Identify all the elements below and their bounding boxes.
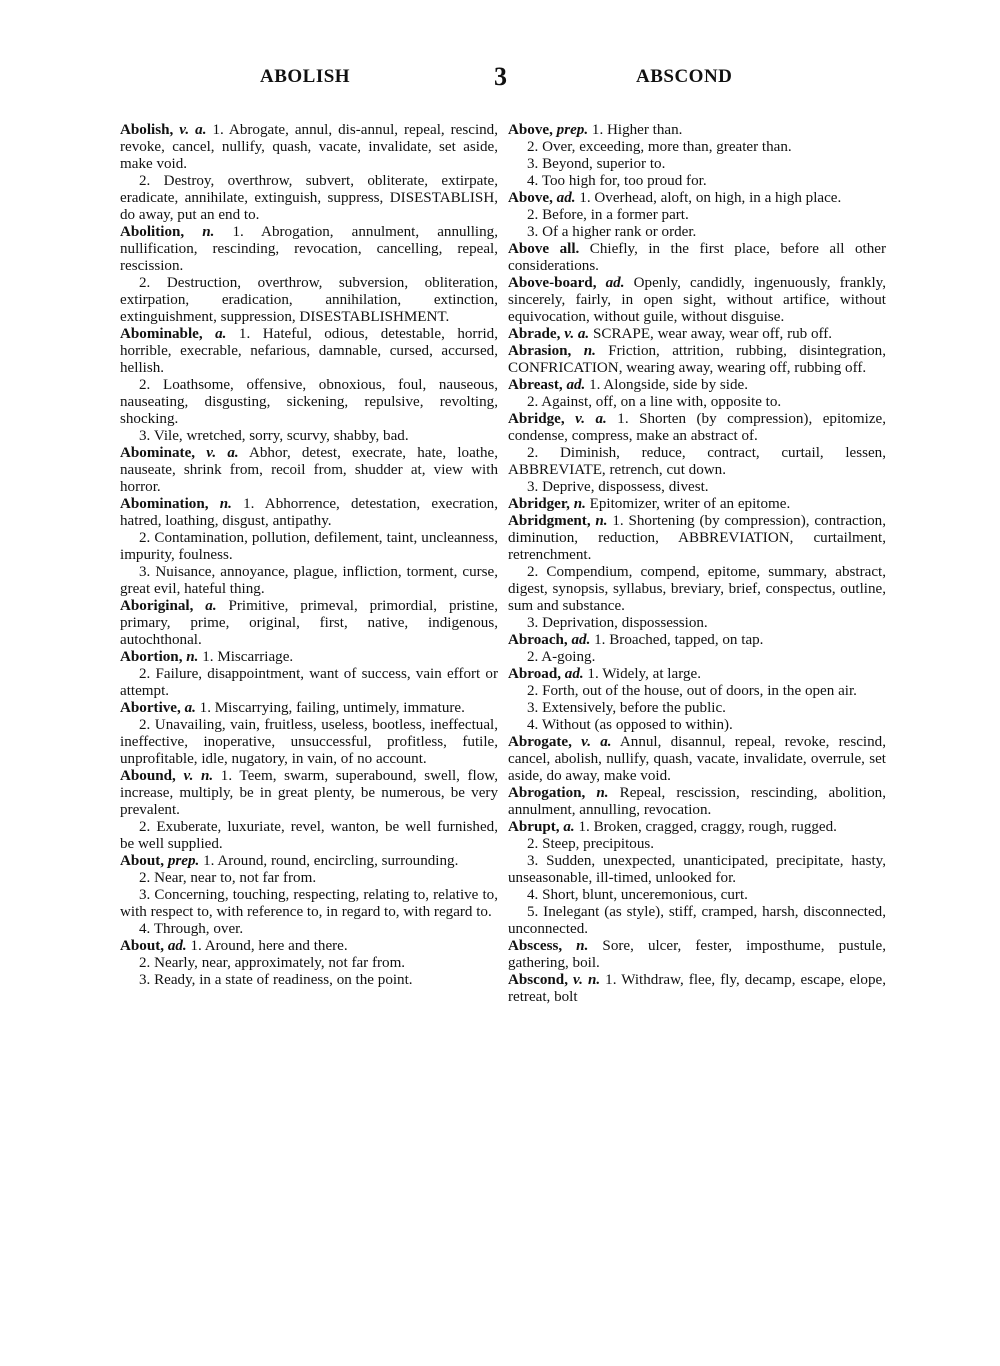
right-column: [508, 122, 886, 1282]
dictionary-entry: [508, 190, 886, 207]
entry-headword: Abreast,: [508, 377, 563, 393]
entry-definition: 2. Destroy, overthrow, subvert, obliterate, extirpate, eradicate, annihilate, extinguish, suppress, DISESTABLISH, do away, put an end to.: [120, 173, 498, 223]
entry-sense: [508, 394, 886, 411]
entry-definition: 1. Teem, swarm, superabound, swell, flow, increase, multiply, be in great plenty, be numerous, be very prevalent.: [120, 768, 498, 818]
entry-definition: 1. Alongside, side by side.: [589, 377, 748, 393]
entry-headword: Abominate,: [120, 445, 196, 461]
entry-sense: [120, 870, 498, 887]
part-of-speech: n.: [583, 343, 596, 359]
entry-sense: [120, 666, 498, 700]
dictionary-entry: [508, 326, 886, 343]
entry-definition: 1. Higher than.: [591, 122, 683, 138]
part-of-speech: ad.: [566, 377, 586, 393]
dictionary-entry: [508, 513, 886, 564]
entry-headword: Above,: [508, 190, 553, 206]
part-of-speech: ad.: [571, 632, 591, 648]
right-guide-word: ABSCOND: [636, 66, 733, 87]
entry-sense: [508, 139, 886, 156]
entry-definition: 2. Nearly, near, approximately, not far from.: [139, 955, 406, 971]
entry-sense: [508, 615, 886, 632]
entry-definition: 3. Beyond, superior to.: [527, 156, 666, 172]
dictionary-entry: [120, 326, 498, 377]
dictionary-entry: [120, 768, 498, 819]
entry-headword: Abomination,: [120, 496, 209, 512]
entry-sense: [508, 836, 886, 853]
entry-sense: [508, 207, 886, 224]
part-of-speech: n.: [573, 496, 586, 512]
entry-definition: 3. Concerning, touching, respecting, relating to, relative to, with respect to, with reference to, in regard to, with regard to.: [120, 887, 498, 920]
dictionary-entry: [508, 972, 886, 1006]
entry-sense: [120, 275, 498, 326]
entry-definition: Chiefly, in the first place, before all other considerations.: [508, 241, 886, 274]
entry-definition: Sore, ulcer, fester, imposthume, pustule, gathering, boil.: [508, 938, 886, 971]
dictionary-entry: [508, 632, 886, 649]
entry-definition: 2. Failure, disappointment, want of success, vain effort or attempt.: [120, 666, 498, 699]
entry-headword: About,: [120, 938, 165, 954]
entry-sense: [120, 887, 498, 921]
entry-definition: 1. Abrogate, annul, dis-annul, repeal, rescind, revoke, cancel, nullify, quash, vacate, invalidate, set aside, make void.: [120, 122, 498, 172]
entry-definition: 2. Near, near to, not far from.: [139, 870, 317, 886]
entry-definition: 2. Forth, out of the house, out of doors, in the open air.: [527, 683, 857, 699]
entry-headword: Abortive,: [120, 700, 181, 716]
part-of-speech: n.: [596, 785, 609, 801]
dictionary-entry: [508, 666, 886, 683]
entry-headword: Abrogation,: [508, 785, 586, 801]
entry-headword: Abscond,: [508, 972, 568, 988]
part-of-speech: prep.: [556, 122, 589, 138]
dictionary-entry: [508, 734, 886, 785]
entry-sense: [508, 173, 886, 190]
entry-definition: 3. Ready, in a state of readiness, on the point.: [139, 972, 413, 988]
entry-definition: Annul, disannul, repeal, revoke, rescind, cancel, abolish, nullify, quash, vacate, invalidate, overrule, set aside, do away, make void.: [508, 734, 886, 784]
entry-definition: 2. Contamination, pollution, defilement, taint, uncleanness, impurity, foulness.: [120, 530, 498, 563]
entry-definition: 1. Miscarriage.: [202, 649, 294, 665]
part-of-speech: v. a.: [581, 734, 612, 750]
part-of-speech: prep.: [167, 853, 200, 869]
part-of-speech: ad.: [564, 666, 584, 682]
entry-headword: Above,: [508, 122, 553, 138]
dictionary-entry: [120, 649, 498, 666]
entry-sense: [508, 564, 886, 615]
entry-definition: 5. Inelegant (as style), stiff, cramped, harsh, disconnected, unconnected.: [508, 904, 886, 937]
entry-headword: Abridger,: [508, 496, 570, 512]
dictionary-entry: [508, 275, 886, 326]
entry-sense: [508, 156, 886, 173]
entry-definition: 2. Loathsome, offensive, obnoxious, foul, nauseous, nauseating, disgusting, sickening, repulsive, revolting, shocking.: [120, 377, 498, 427]
entry-definition: 1. Widely, at large.: [587, 666, 701, 682]
entry-headword: Abound,: [120, 768, 176, 784]
entry-sense: [120, 955, 498, 972]
entry-headword: Abroad,: [508, 666, 561, 682]
entry-definition: Abhor, detest, execrate, hate, loathe, nauseate, shrink from, recoil from, shudder at, view with horror.: [120, 445, 498, 495]
dictionary-entry: [508, 411, 886, 445]
entry-definition: SCRAPE, wear away, wear off, rub off.: [593, 326, 833, 342]
entry-definition: 3. Nuisance, annoyance, plague, infliction, torment, curse, great evil, hateful thing.: [120, 564, 498, 597]
left-column: [120, 122, 498, 1282]
entry-sense: [120, 428, 498, 445]
entry-headword: Aboriginal,: [120, 598, 194, 614]
part-of-speech: v. a.: [575, 411, 607, 427]
entry-definition: Repeal, rescission, rescinding, abolition, annulment, annulling, revocation.: [508, 785, 886, 818]
entry-definition: 4. Short, blunt, unceremonious, curt.: [527, 887, 748, 903]
entry-definition: 2. Diminish, reduce, contract, curtail, lessen, ABBREVIATE, retrench, cut down.: [508, 445, 886, 478]
entry-sense: [508, 445, 886, 479]
dictionary-entry: [120, 700, 498, 717]
entry-definition: 2. Before, in a former part.: [527, 207, 689, 223]
dictionary-entry: [120, 598, 498, 649]
entry-definition: 2. Compendium, compend, epitome, summary, abstract, digest, synopsis, syllabus, breviary, brief, conspectus, outline, sum and substance.: [508, 564, 886, 614]
entry-definition: 3. Extensively, before the public.: [527, 700, 726, 716]
part-of-speech: v. a.: [179, 122, 207, 138]
entry-definition: 1. Around, here and there.: [190, 938, 348, 954]
entry-headword: About,: [120, 853, 165, 869]
dictionary-entry: [120, 445, 498, 496]
entry-headword: Above all.: [508, 241, 580, 257]
left-guide-word: ABOLISH: [260, 66, 351, 87]
page-number: 3: [494, 62, 507, 91]
entry-sense: [120, 972, 498, 989]
part-of-speech: a.: [184, 700, 196, 716]
entry-sense: [120, 819, 498, 853]
dictionary-entry: [120, 938, 498, 955]
dictionary-entry: [508, 819, 886, 836]
part-of-speech: n.: [595, 513, 608, 529]
entry-definition: 2. A-going.: [527, 649, 596, 665]
part-of-speech: n.: [186, 649, 199, 665]
entry-sense: [508, 904, 886, 938]
dictionary-entry: [120, 224, 498, 275]
entry-headword: Abrasion,: [508, 343, 572, 359]
entry-definition: 4. Through, over.: [139, 921, 244, 937]
part-of-speech: ad.: [605, 275, 625, 291]
entry-definition: 2. Unavailing, vain, fruitless, useless, bootless, ineffectual, ineffective, inoperative, unsuccessful, profitless, futile, unprofitable, idle, nugatory, in vain, of no account.: [120, 717, 498, 767]
entry-headword: Abridge,: [508, 411, 565, 427]
entry-definition: 1. Broached, tapped, on tap.: [594, 632, 764, 648]
entry-definition: 2. Exuberate, luxuriate, revel, wanton, be well furnished, be well supplied.: [120, 819, 498, 852]
part-of-speech: v. n.: [573, 972, 601, 988]
entry-sense: [508, 683, 886, 700]
dictionary-entry: [508, 377, 886, 394]
entry-definition: 3. Of a higher rank or order.: [527, 224, 697, 240]
entry-sense: [508, 224, 886, 241]
entry-sense: [508, 717, 886, 734]
entry-definition: Epitomizer, writer of an epitome.: [589, 496, 791, 512]
dictionary-entry: [508, 343, 886, 377]
entry-definition: 1. Shorten (by compression), epitomize, condense, compress, make an abstract of.: [508, 411, 886, 444]
entry-definition: 4. Too high for, too proud for.: [527, 173, 707, 189]
entry-headword: Abrupt,: [508, 819, 560, 835]
dictionary-entry: [508, 496, 886, 513]
entry-definition: 3. Deprive, dispossess, divest.: [527, 479, 709, 495]
entry-headword: Abscess,: [508, 938, 563, 954]
entry-definition: 3. Deprivation, dispossession.: [527, 615, 708, 631]
entry-sense: [508, 887, 886, 904]
entry-headword: Abrogate,: [508, 734, 572, 750]
entry-headword: Abrade,: [508, 326, 561, 342]
entry-definition: 3. Sudden, unexpected, unanticipated, precipitate, hasty, unseasonable, ill-timed, unlooked for.: [508, 853, 886, 886]
entry-sense: [508, 649, 886, 666]
entry-definition: 4. Without (as opposed to within).: [527, 717, 733, 733]
dictionary-entry: [120, 496, 498, 530]
entry-sense: [120, 921, 498, 938]
entry-definition: Friction, attrition, rubbing, disintegration, CONFRICATION, wearing away, wearing off, rubbing off.: [508, 343, 886, 376]
entry-sense: [120, 530, 498, 564]
entry-definition: 1. Abhorrence, detestation, execration, hatred, loathing, disgust, antipathy.: [120, 496, 498, 529]
part-of-speech: ad.: [556, 190, 576, 206]
entry-headword: Abortion,: [120, 649, 183, 665]
entry-headword: Abroach,: [508, 632, 568, 648]
entry-definition: 2. Over, exceeding, more than, greater than.: [527, 139, 792, 155]
entry-definition: 1. Miscarrying, failing, untimely, immature.: [199, 700, 465, 716]
part-of-speech: v. a.: [206, 445, 239, 461]
entry-definition: 1. Around, round, encircling, surrounding.: [203, 853, 459, 869]
entry-definition: 2. Against, off, on a line with, opposite to.: [527, 394, 782, 410]
part-of-speech: ad.: [167, 938, 187, 954]
entry-headword: Abridgment,: [508, 513, 591, 529]
entry-definition: Openly, candidly, ingenuously, frankly, sincerely, fairly, in open sight, without artifice, without equivocation, without guile, without disguise.: [508, 275, 886, 325]
entry-definition: 2. Steep, precipitous.: [527, 836, 655, 852]
entry-headword: Abominable,: [120, 326, 203, 342]
entry-definition: 1. Hateful, odious, detestable, horrid, horrible, execrable, nefarious, damnable, cursed, accursed, hellish.: [120, 326, 498, 376]
entry-definition: Primitive, primeval, primordial, pristine, primary, prime, original, first, native, indigenous, autochthonal.: [120, 598, 498, 648]
part-of-speech: n.: [576, 938, 589, 954]
dictionary-entry: [508, 241, 886, 275]
entry-sense: [120, 564, 498, 598]
dictionary-entry: [508, 122, 886, 139]
part-of-speech: a.: [215, 326, 227, 342]
entry-sense: [508, 853, 886, 887]
part-of-speech: v. n.: [183, 768, 214, 784]
page-header: [110, 62, 910, 96]
dictionary-entry: [120, 122, 498, 173]
part-of-speech: n.: [202, 224, 215, 240]
entry-headword: Abolition,: [120, 224, 185, 240]
entry-definition: 1. Withdraw, flee, fly, decamp, escape, elope, retreat, bolt: [508, 972, 886, 1005]
entry-sense: [120, 377, 498, 428]
entry-definition: 1. Shortening (by compression), contraction, diminution, reduction, ABBREVIATION, curtailment, retrenchment.: [508, 513, 886, 563]
part-of-speech: a.: [205, 598, 217, 614]
part-of-speech: v. a.: [564, 326, 590, 342]
entry-sense: [120, 717, 498, 768]
entry-definition: 2. Destruction, overthrow, subversion, obliteration, extirpation, eradication, annihilation, extinction, extinguishment, suppression, DISESTABLISHMENT.: [120, 275, 498, 325]
entry-sense: [120, 173, 498, 224]
entry-definition: 3. Vile, wretched, sorry, scurvy, shabby, bad.: [139, 428, 409, 444]
part-of-speech: a.: [563, 819, 575, 835]
dictionary-entry: [508, 785, 886, 819]
entry-sense: [508, 700, 886, 717]
entry-headword: Above-board,: [508, 275, 597, 291]
part-of-speech: n.: [219, 496, 232, 512]
entry-definition: 1. Overhead, aloft, on high, in a high place.: [579, 190, 842, 206]
dictionary-entry: [120, 853, 498, 870]
entry-definition: 1. Abrogation, annulment, annulling, nullification, rescinding, revocation, cancelling, repeal, rescission.: [120, 224, 498, 274]
entry-sense: [508, 479, 886, 496]
entry-definition: 1. Broken, cragged, craggy, rough, rugged.: [578, 819, 837, 835]
entry-headword: Abolish,: [120, 122, 174, 138]
dictionary-entry: [508, 938, 886, 972]
